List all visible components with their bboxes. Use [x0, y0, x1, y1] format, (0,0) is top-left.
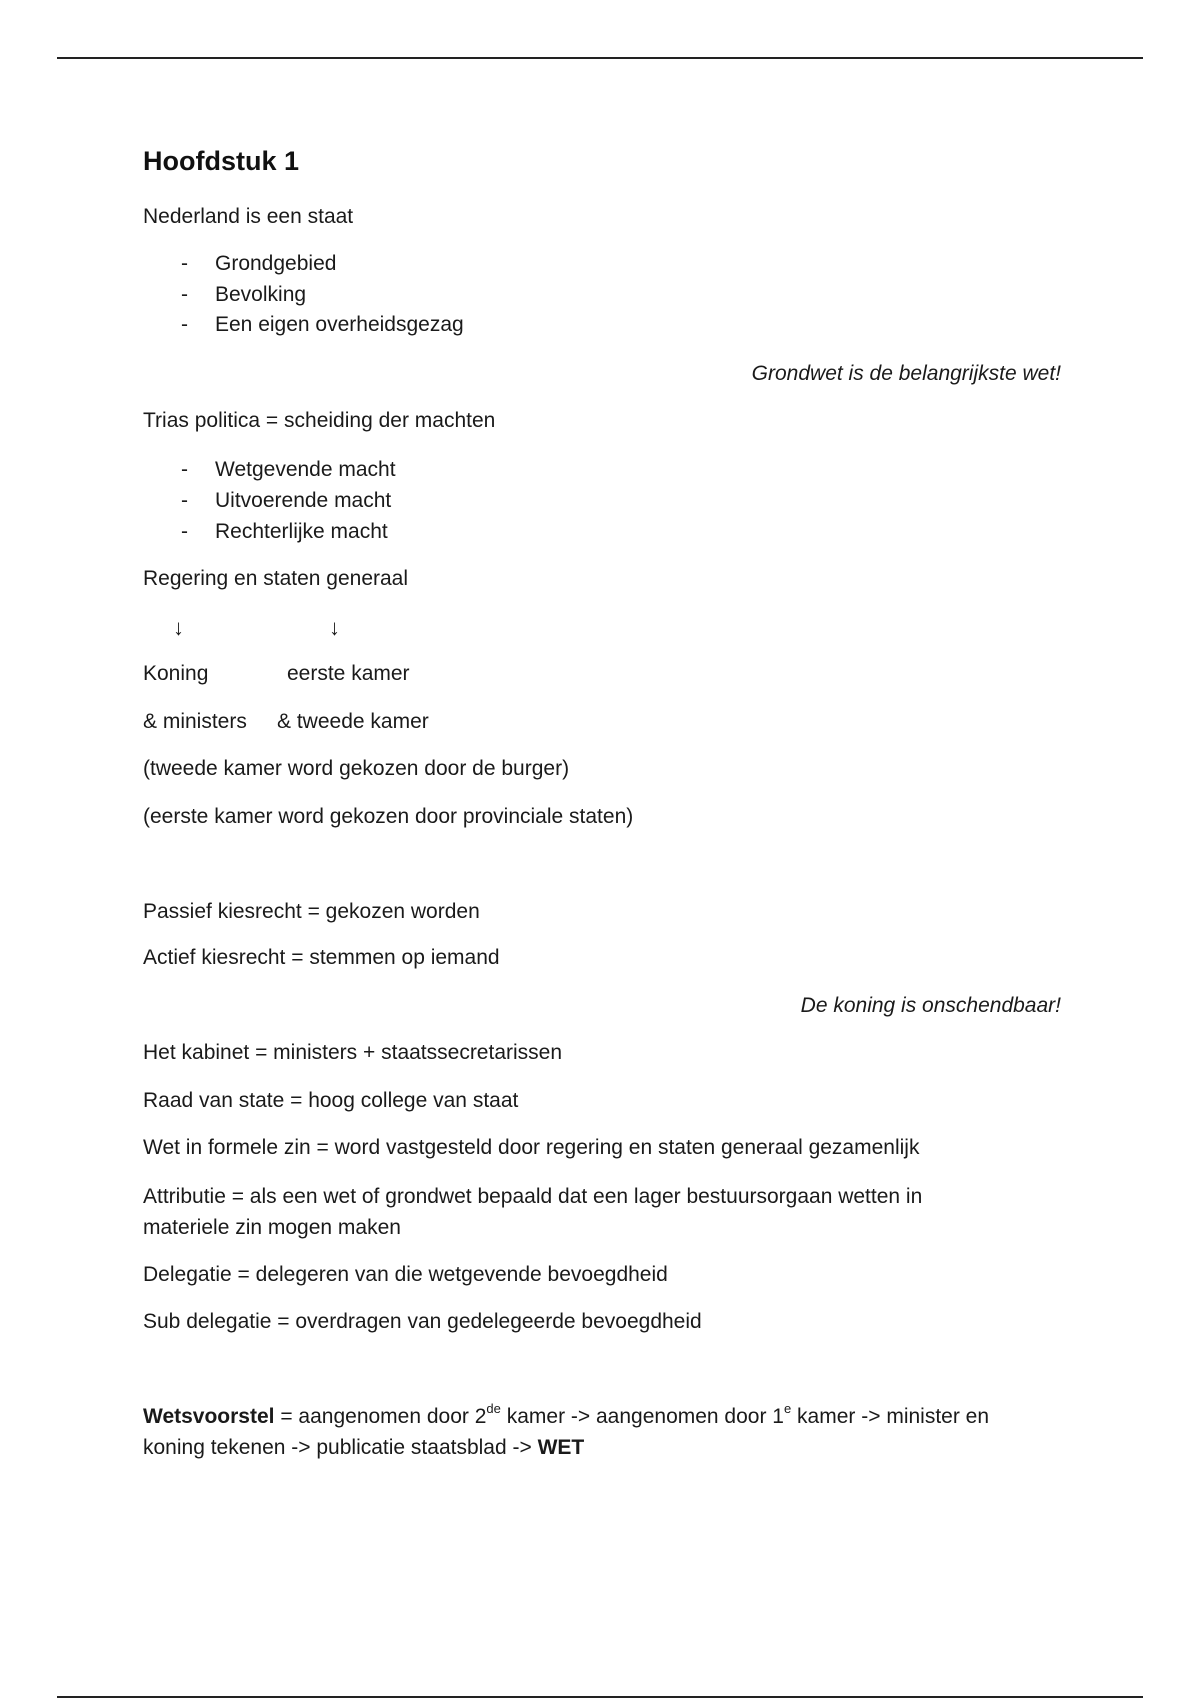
- list-item: Wetgevende macht: [215, 458, 396, 481]
- note-grondwet: Grondwet is de belangrijkste wet!: [751, 362, 1061, 385]
- list-item: Bevolking: [215, 283, 307, 306]
- list-item: Grondgebied: [215, 252, 337, 275]
- wetsvoorstel-text: = aangenomen door 2: [274, 1405, 487, 1428]
- kabinet-line: Het kabinet = ministers + staatssecretarissen: [143, 1041, 563, 1064]
- delegatie-line: Delegatie = delegeren van die wetgevende bevoegdheid: [143, 1263, 668, 1286]
- list-bullet: -: [181, 283, 188, 306]
- wetsvoorstel-text: kamer -> minister en koning tekenen -> publicatie staatsblad ->: [143, 1405, 990, 1459]
- superscript: de: [486, 1401, 501, 1416]
- superscript: e: [783, 1401, 792, 1416]
- list-bullet: -: [181, 313, 188, 336]
- tweede-kamer-note: (tweede kamer word gekozen door de burger): [143, 757, 570, 780]
- trias-line: Trias politica = scheiding der machten: [143, 409, 496, 432]
- list-item: Uitvoerende macht: [215, 489, 392, 512]
- bottom-rule: [57, 1696, 1143, 1698]
- raad-line: Raad van state = hoog college van staat: [143, 1089, 519, 1112]
- top-rule: [57, 57, 1143, 59]
- eerste-kamer-label: eerste kamer: [287, 662, 410, 685]
- eerste-kamer-note: (eerste kamer word gekozen door provinciale staten): [143, 805, 634, 828]
- wetsvoorstel-term: Wetsvoorstel: [143, 1405, 275, 1428]
- actief-kiesrecht: Actief kiesrecht = stemmen op iemand: [143, 946, 500, 969]
- list-item: Rechterlijke macht: [215, 520, 388, 543]
- intro-line: Nederland is een staat: [143, 205, 354, 228]
- attributie-paragraph: Attributie = als een wet of grondwet bepaald dat een lager bestuursorgaan wetten in materiele zin mogen maken: [143, 1185, 923, 1239]
- down-arrow-icon: ↓: [329, 615, 340, 640]
- list-bullet: -: [181, 520, 188, 543]
- koning-label: Koning: [143, 662, 209, 685]
- list-bullet: -: [181, 489, 188, 512]
- wetsvoorstel-text: kamer -> aangenomen door 1: [500, 1405, 784, 1428]
- regering-line: Regering en staten generaal: [143, 567, 409, 590]
- tweede-kamer-label: & tweede kamer: [277, 710, 429, 733]
- page-title: Hoofdstuk 1: [143, 146, 300, 176]
- list-item: Een eigen overheidsgezag: [215, 313, 464, 336]
- passief-kiesrecht: Passief kiesrecht = gekozen worden: [143, 900, 480, 923]
- list-bullet: -: [181, 458, 188, 481]
- note-koning: De koning is onschendbaar!: [800, 994, 1061, 1017]
- wet-emphasis: WET: [537, 1436, 585, 1459]
- list-bullet: -: [181, 252, 188, 275]
- ministers-label: & ministers: [143, 710, 247, 733]
- subdelegatie-line: Sub delegatie = overdragen van gedelegeerde bevoegdheid: [143, 1310, 702, 1333]
- wetsvoorstel-paragraph: [143, 1401, 1033, 1463]
- wet-formeel-line: Wet in formele zin = word vastgesteld door regering en staten generaal gezamenlijk: [143, 1136, 920, 1159]
- down-arrow-icon: ↓: [173, 615, 184, 640]
